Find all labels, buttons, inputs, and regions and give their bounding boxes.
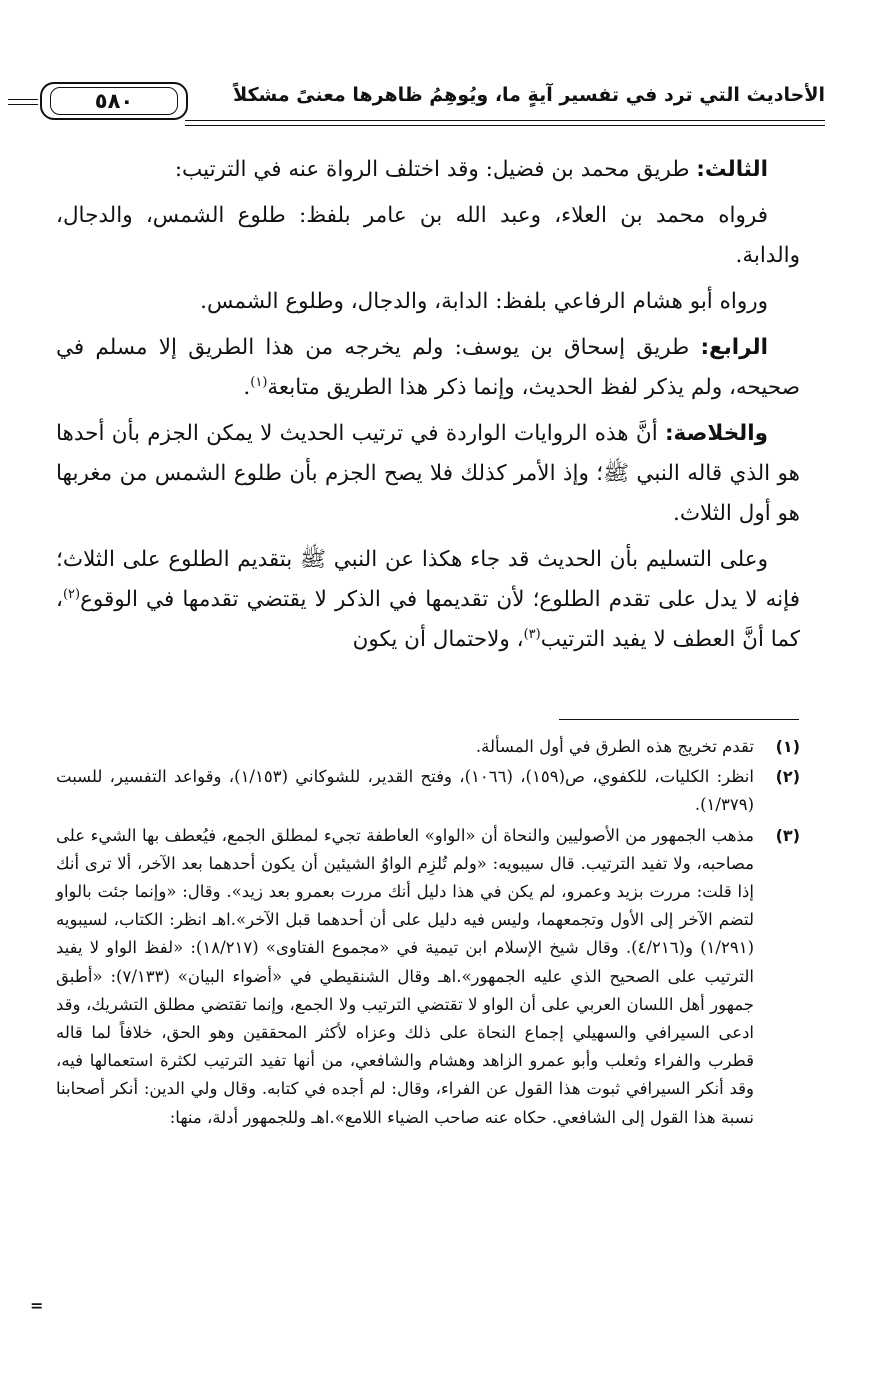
main-text [56,150,800,666]
paragraph-label: الرابع: [700,335,768,360]
header-rule-left [8,99,38,109]
page-header [30,80,825,132]
footnote-number: (١) [775,737,800,756]
continuation-mark: = [30,1296,44,1315]
paragraph-fourth [56,328,800,408]
paragraph-text: وعلى التسليم بأن الحديث قد جاء هكذا عن النبي ﷺ بتقديم الطلوع على الثلاث؛ فإنه لا يدل على تقدم الطلوع؛ لأن تقديمها في الذكر لا يقتضي تقدمها في الوقوع [56,547,800,612]
footnote [56,763,800,819]
paragraph-label: والخلاصة: [664,421,768,446]
paragraph-end: . [243,375,251,400]
footnote-number: (٢) [775,767,800,787]
footnote-number: (٣) [775,825,800,845]
paragraph-third [56,150,800,190]
footnote-ref-1[interactable]: (١) [250,374,268,390]
paragraph-text: فرواه محمد بن العلاء، وعبد الله بن عامر بلفظ: طلوع الشمس، والدجال، والدابة. [56,203,800,268]
paragraph-narration-1 [56,196,800,276]
footnote [56,822,800,1132]
paragraph-text: طريق محمد بن فضيل: وقد اختلف الرواة عنه في الترتيب: [174,157,697,182]
paragraph-text: ، ولاحتمال أن يكون [352,627,524,652]
paragraph-summary [56,414,800,534]
paragraph-text: ورواه أبو هشام الرفاعي بلفظ: الدابة، والدجال، وطلوع الشمس. [200,289,768,314]
paragraph-text: أنَّ هذه الروايات الواردة في ترتيب الحديث لا يمكن الجزم بأن أحدها هو الذي قاله النبي ﷺ؛ وإذ الأمر كذلك فلا يصح الجزم بأن طلوع الشمس من مغربها هو أول الثلاث. [56,421,800,526]
paragraph-text: طريق إسحاق بن يوسف: ولم يخرجه من هذا الطريق إلا مسلم في صحيحه، ولم يذكر لفظ الحديث، وإنما ذكر هذا الطريق متابعة [56,335,800,400]
footnotes [56,733,800,1134]
footnote-separator [559,719,799,720]
paragraph-text: ، كما أنَّ العطف لا يفيد الترتيب [56,587,800,652]
running-title: الأحاديث التي ترد في تفسير آيةٍ ما، ويُوهِمُ ظاهرها معنىً مشكلاً [233,84,825,106]
footnote-text: تقدم تخريج هذه الطرق في أول المسألة. [475,737,754,756]
footnote [56,733,800,761]
footnote-text: انظر: الكليات، للكفوي، ص(١٥٩)، (١٠٦٦)، وفتح القدير، للشوكاني (١/١٥٣)، وقواعد التفسير، للسبت (١/٣٧٩). [56,767,754,815]
footnote-text: مذهب الجمهور من الأصوليين والنحاة أن «الواو» العاطفة تجيء لمطلق الجمع، فيُعطف بها الشيء على مصاحبه، ولا تفيد الترتيب. قال سيبويه: «ولم تُلزِم الواوُ الشيئين أن يكون أحدهما بعد الآخر، ألا ترى أنك إذا قلت: مررت بزيد وعمرو، لم يكن في هذا دليل أنك مررت بعمرو بعد زيد». وقال: «وإنما جئت بالواو لتضم الآخر إلى الأول وتجمعهما، وليس فيه دليل على أن أحدهما قبل الآخر».اهـ انظر: الكتاب، لسيبويه (١/٢٩١) و(٤/٢١٦). وقال شيخ الإسلام ابن تيمية في «مجموع الفتاوى» (١٨/٢١٧): «لفظ الواو لا يفيد الترتيب على الصحيح الذي عليه الجمهور».اهـ وقال الشنقيطي في «أضواء البيان» (٧/١٣٣): «أطبق جمهور أهل اللسان العربي على أن الواو لا تقتضي الترتيب ولا الجمع، وإنما تقتضي مطلق التشريك، وقد ادعى السيرافي والسهيلي إجماع النحاة على ذلك وعزاه لأكثر المحققين وهو الحق، خلافاً لما قاله قطرب والفراء وثعلب وأبو عمرو الزاهد وهشام والشافعي، من أنها تفيد الترتيب لكثرة استعمالها فيه، وقد أنكر السيرافي ثبوت هذا القول عن الفراء، وقال: لم أجده في كتابه. وقال ولي الدين: أنكر أصحابنا نسبة هذا القول إلى الشافعي. حكاه عنه صاحب الضياء اللامع».اهـ وللجمهور أدلة، منها: [56,825,754,1127]
page-number: ٥٨٠ [50,87,178,115]
paragraph-narration-2 [56,282,800,322]
paragraph-concession [56,540,800,660]
page-number-frame [40,82,188,120]
footnote-ref-2[interactable]: (٢) [62,586,81,602]
footnote-ref-3[interactable]: (٣) [523,626,541,642]
header-rule [185,120,825,130]
paragraph-label: الثالث: [696,157,768,182]
